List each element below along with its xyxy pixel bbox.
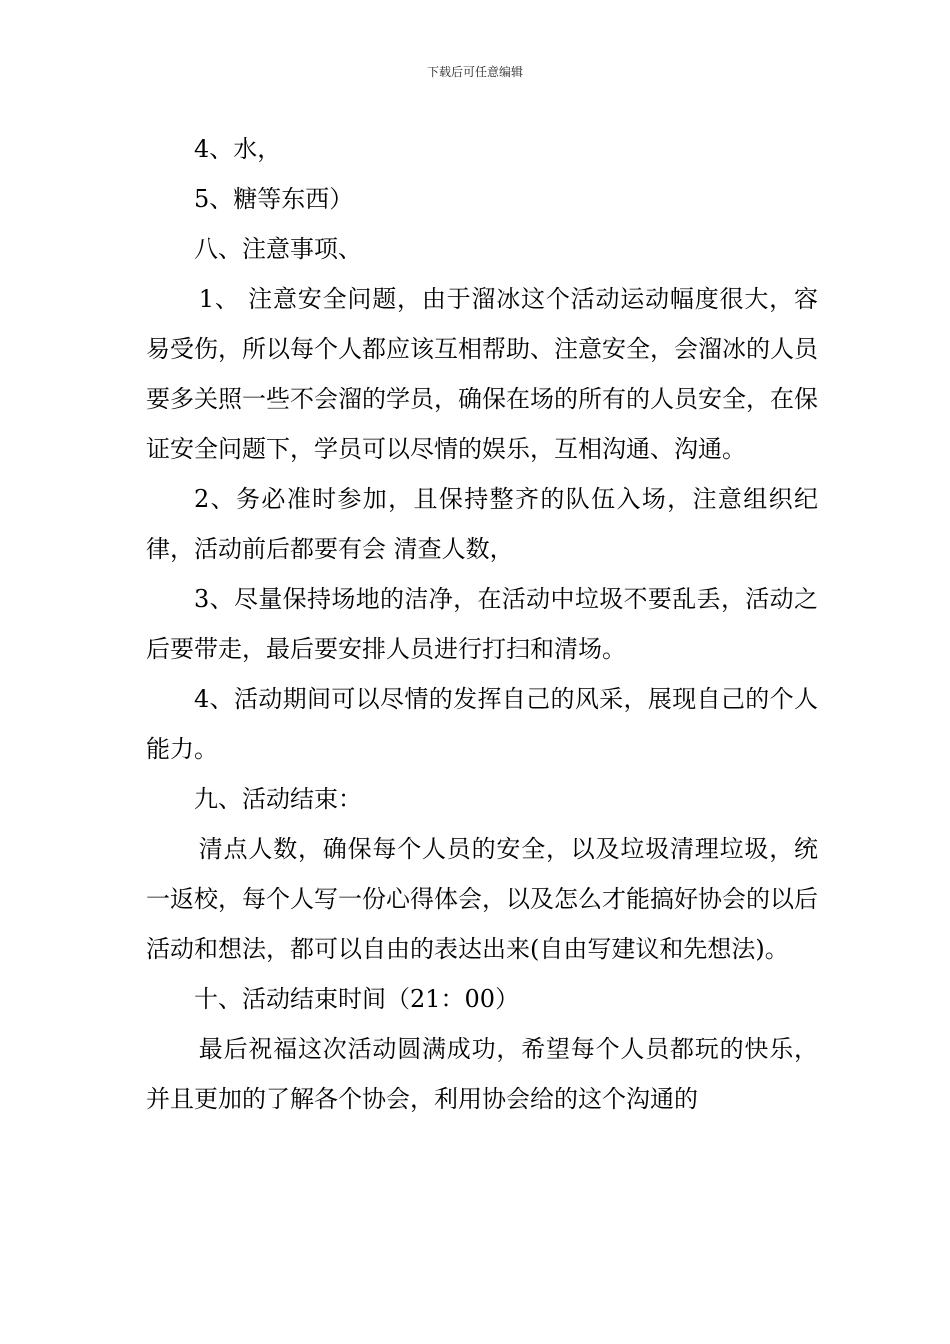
precaution-item-4: 4、活动期间可以尽情的发挥自己的风采，展现自己的个人能力。 [146,685,818,763]
section-heading-end-time: 十、活动结束时间（21：00） [194,985,520,1013]
list-item-water: 4、水， [194,135,282,163]
list-item-sugar: 5、糖等东西） [194,185,354,213]
section-heading-activity-end: 九、活动结束： [194,785,362,813]
precaution-item-3: 3、尽量保持场地的洁净，在活动中垃圾不要乱丢，活动之后要带走，最后要安排人员进行打扫和清场。 [146,585,818,663]
closing-paragraph: 最后祝福这次活动圆满成功，希望每个人员都玩的快乐，并且更加的了解各个协会，利用协会给的这个沟通的 [146,1035,818,1113]
precaution-item-1: 1、 注意安全问题，由于溜冰这个活动运动幅度很大，容易受伤，所以每个人都应该互相帮助、注意安全，会溜冰的人员要多关照一些不会溜的学员，确保在场的所有的人员安全，在保证安全问题下，学员可以尽情的娱乐，互相沟通、沟通。 [146,285,818,463]
precaution-item-2: 2、务必准时参加，且保持整齐的队伍入场，注意组织纪律，活动前后都要有会 清查人数， [146,485,818,563]
activity-end-paragraph: 清点人数，确保每个人员的安全，以及垃圾清理垃圾，统一返校，每个人写一份心得体会，以及怎么才能搞好协会的以后活动和想法，都可以自由的表达出来(自由写建议和先想法)。 [146,835,818,963]
section-heading-precautions: 八、注意事项、 [194,235,362,263]
page-header: 下载后可任意编辑 [426,65,523,79]
document-body [146,124,818,1124]
